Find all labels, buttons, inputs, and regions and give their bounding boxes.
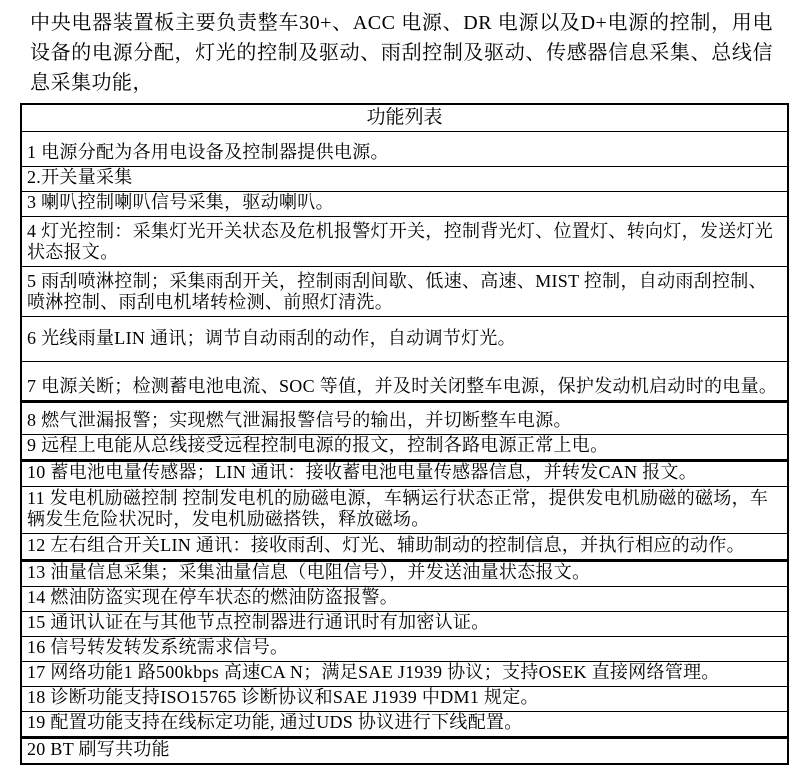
table-row bbox=[21, 533, 788, 560]
table-row bbox=[21, 486, 788, 533]
table-row bbox=[21, 401, 788, 434]
table-title: 功能列表 bbox=[21, 104, 788, 131]
table-row bbox=[21, 737, 788, 764]
function-item: 1 电源分配为各用电设备及控制器提供电源。 bbox=[21, 131, 788, 166]
function-item: 17 网络功能1 路500kbps 高速CA N；满足SAE J1939 协议；支持OSEK 直接网络管理。 bbox=[21, 661, 788, 686]
table-row bbox=[21, 560, 788, 586]
table-row bbox=[21, 166, 788, 191]
function-item: 5 雨刮喷淋控制；采集雨刮开关，控制雨刮间歇、低速、高速、MIST 控制，自动雨刮控制、喷淋控制、雨刮电机堵转检测、前照灯清洗。 bbox=[21, 266, 788, 316]
function-item: 11 发电机励磁控制 控制发电机的励磁电源，车辆运行状态正常，提供发电机励磁的磁场，车辆发生危险状况时，发电机励磁搭铁，释放磁场。 bbox=[21, 486, 788, 533]
function-item: 15 通讯认证在与其他节点控制器进行通讯时有加密认证。 bbox=[21, 611, 788, 636]
table-row bbox=[21, 460, 788, 486]
table-row bbox=[21, 586, 788, 611]
function-item: 12 左右组合开关LIN 通讯：接收雨刮、灯光、辅助制动的控制信息，并执行相应的动作。 bbox=[21, 533, 788, 560]
function-item: 13 油量信息采集；采集油量信息（电阻信号），并发送油量状态报文。 bbox=[21, 560, 788, 586]
table-row bbox=[21, 216, 788, 266]
function-item: 2.开关量采集 bbox=[21, 166, 788, 191]
function-item: 10 蓄电池电量传感器；LIN 通讯：接收蓄电池电量传感器信息，并转发CAN 报文。 bbox=[21, 460, 788, 486]
function-item: 6 光线雨量LIN 通讯；调节自动雨刮的动作，自动调节灯光。 bbox=[21, 316, 788, 361]
table-row bbox=[21, 611, 788, 636]
function-item: 3 喇叭控制喇叭信号采集，驱动喇叭。 bbox=[21, 191, 788, 216]
table-row bbox=[21, 266, 788, 316]
function-item: 16 信号转发转发系统需求信号。 bbox=[21, 636, 788, 661]
table-row bbox=[21, 434, 788, 460]
function-item: 9 远程上电能从总线接受远程控制电源的报文，控制各路电源正常上电。 bbox=[21, 434, 788, 460]
function-item: 4 灯光控制：采集灯光开关状态及危机报警灯开关，控制背光灯、位置灯、转向灯，发送灯光状态报文。 bbox=[21, 216, 788, 266]
function-item: 7 电源关断；检测蓄电池电流、SOC 等值，并及时关闭整车电源，保护发动机启动时的电量。 bbox=[21, 361, 788, 401]
table-row bbox=[21, 191, 788, 216]
table-row bbox=[21, 661, 788, 686]
table-row bbox=[21, 711, 788, 737]
intro-paragraph: 中央电器装置板主要负责整车30+、ACC 电源、DR 电源以及D+电源的控制，用电设备的电源分配，灯光的控制及驱动、雨刮控制及驱动、传感器信息采集、总线信息采集功能， bbox=[30, 12, 773, 94]
table-row bbox=[21, 636, 788, 661]
function-item: 19 配置功能支持在线标定功能, 通过UDS 协议进行下线配置。 bbox=[21, 711, 788, 737]
function-item: 8 燃气泄漏报警；实现燃气泄漏报警信号的输出，并切断整车电源。 bbox=[21, 401, 788, 434]
table-row bbox=[21, 131, 788, 166]
function-item: 14 燃油防盗实现在停车状态的燃油防盗报警。 bbox=[21, 586, 788, 611]
table-row bbox=[21, 361, 788, 401]
function-item: 18 诊断功能支持ISO15765 诊断协议和SAE J1939 中DM1 规定。 bbox=[21, 686, 788, 711]
function-table bbox=[20, 103, 789, 765]
function-item: 20 BT 刷写共功能 bbox=[21, 737, 788, 764]
table-header-row bbox=[21, 104, 788, 131]
table-row bbox=[21, 686, 788, 711]
table-row bbox=[21, 316, 788, 361]
